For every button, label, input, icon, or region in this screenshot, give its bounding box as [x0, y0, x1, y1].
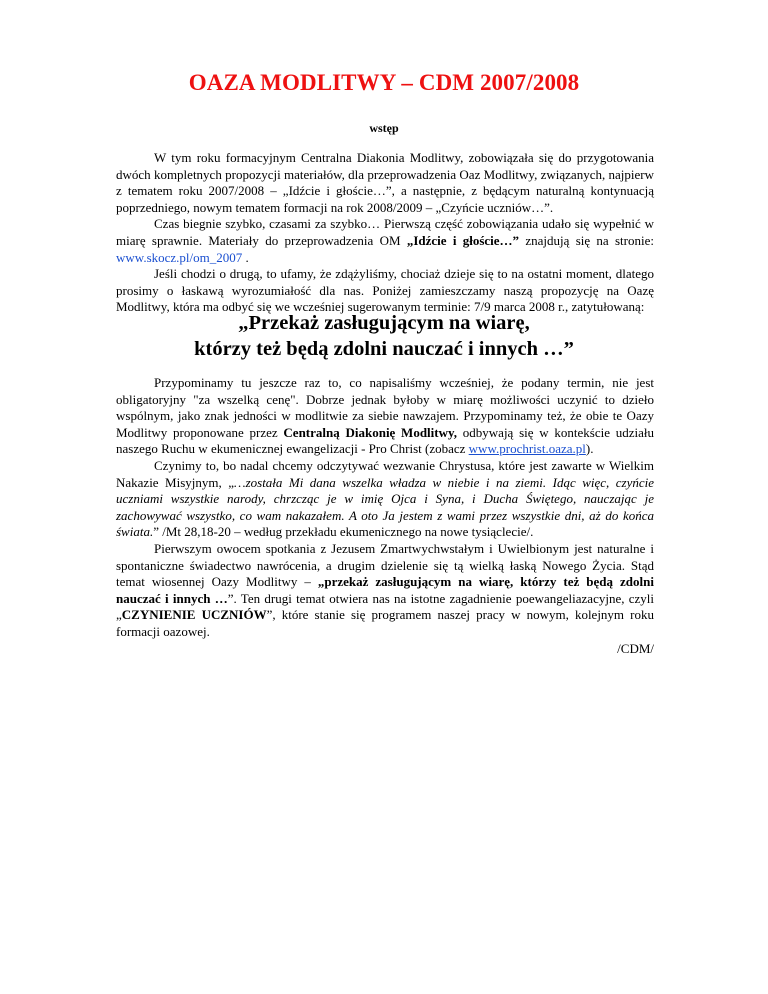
intro-paragraph-1: W tym roku formacyjnym Centralna Diakonia Modlitwy, zobowiązała się do przygotowania dwóch kompletnych propozycji materiałów, dla przeprowadzenia Oaz Modlitwy, związanych, najpierw z tematem roku 2007/2008 – „Idźcie i głoście…”, a następnie, z będącym naturalną kontynuacją poprzedniego, nowym tematem formacji na rok 2008/2009 – „Czyńcie uczniów…”.	[116, 150, 654, 215]
intro-p2-text-c: .	[242, 249, 249, 265]
main-p3-text-b: ”. Ten drugi temat otwiera nas na istotne zagadnienie poewangeliazacyjne, czyli „	[116, 590, 654, 623]
main-p1-text-a: Przypominamy tu jeszcze raz to, co napisaliśmy wcześniej, że podany termin, nie jest obligatoryjny "za wszelką cenę". Dobrze jednak byłoby w miarę możliwości uczynić to dzieło wspólnym, jako znak jedności w modlitwie za siebie nawzajem. Przypominamy też, że obie te Oazy Modlitwy proponowane przez	[116, 375, 654, 440]
main-p3-bold-2: CZYNIENIE UCZNIÓW	[121, 607, 267, 623]
page-title: OAZA MODLITWY – CDM 2007/2008	[188, 70, 580, 95]
main-p1-bold: Centralną Diakonię Modlitwy,	[283, 424, 458, 440]
quote-heading-line-2: którzy też będą zdolni nauczać i innych …”	[194, 338, 574, 360]
main-paragraph-2	[116, 458, 654, 541]
section-subtitle: wstęp	[369, 121, 399, 135]
intro-section	[116, 150, 654, 316]
intro-p2-text-b: znajdują się na stronie:	[519, 232, 654, 248]
intro-p2-text-a: Czas biegnie szybko, czasami za szybko… Pierwszą część zobowiązania udało się wypełnić w miarę sprawnie. Materiały do przeprowadzenia OM	[116, 216, 654, 248]
main-p3-text-c: ”, które stanie się programem naszej pracy w nowym, kolejnym roku formacji oazowej.	[116, 607, 654, 639]
quote-heading	[0, 310, 768, 362]
main-p2-text-a: Czynimy to, bo nadal chcemy odczytywać wezwanie Chrystusa, które jest zawarte w Wielkim Nakazie Misyjnym, „	[116, 457, 654, 490]
signature: /CDM/	[617, 640, 654, 656]
main-paragraph-3	[116, 541, 654, 641]
main-p3-bold: „przekaż zasługującym na wiarę, którzy też będą zdolni nauczać i innych …	[116, 574, 654, 606]
main-section	[116, 375, 654, 657]
intro-p2-bold: „Idźcie i głoście…”	[406, 232, 520, 248]
main-p2-text-b: ” /Mt 28,18-20 – według przekładu ekumenicznego na nowe tysiąclecie/.	[153, 524, 534, 540]
prochrist-link[interactable]: www.prochrist.oaza.pl	[468, 441, 586, 457]
main-p1-text-b: odbywają się w kontekście udziału naszego Ruchu w ekumenicznej ewangelizacji - Pro Christ (zobacz	[116, 424, 654, 457]
main-p3-text-a: Pierwszym owocem spotkania z Jezusem Zmartwychwstałym i Uwielbionym jest naturalne i spontaniczne świadectwo nawrócenia, a drugim dzielenie się tą wielką łaską Nowego Życia. Stąd temat wiosennej Oazy Modlitwy –	[116, 540, 654, 590]
main-paragraph-1	[116, 375, 654, 458]
intro-paragraph-2	[116, 216, 654, 266]
quote-heading-line-1: „Przekaż zasługującym na wiarę,	[238, 312, 530, 334]
intro-paragraph-3: Jeśli chodzi o drugą, to ufamy, że zdążyliśmy, chociaż dzieje się to na ostatni moment, dlatego prosimy o łaskawą wyrozumiałość dla nas. Poniżej zamieszczamy naszą propozycję na Oazę Modlitwy, która ma odbyć się we wcześniej sugerowanym terminie: 7/9 marca 2008 r., zatytułowaną:	[116, 266, 654, 315]
skocz-link[interactable]: www.skocz.pl/om_2007	[116, 249, 243, 265]
main-p1-text-c: ).	[585, 441, 594, 457]
main-p2-quote: …została Mi dana wszelka władza w niebie i na ziemi. Idąc więc, czyńcie uczniami wszystkie narody, chrzcząc je w imię Ojca i Syna, i Ducha Świętego, nauczając je zachowywać wszystko, co wam nakazałem. A oto Ja jestem z wami przez wszystkie dni, aż do końca świata.	[116, 474, 654, 540]
